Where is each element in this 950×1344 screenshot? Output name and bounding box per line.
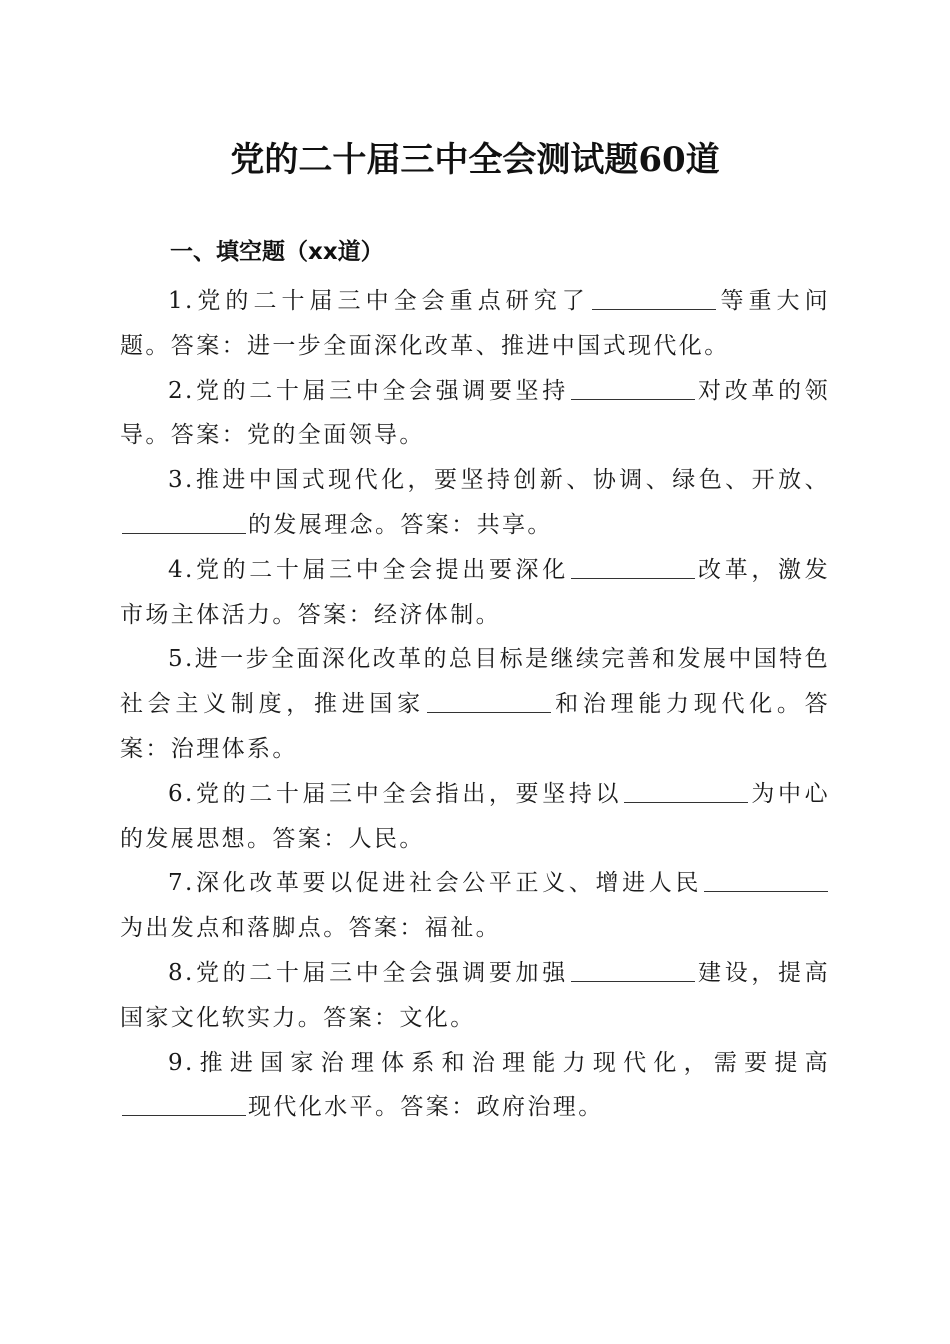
section-heading: 一、填空题（xx道） xyxy=(170,239,384,265)
question-answer-text: 建设，提高国家文化软实力。答案：文化。 xyxy=(120,959,830,1031)
answer-blank xyxy=(571,961,695,982)
question-item xyxy=(120,279,830,369)
question-text: 6.党的二十届三中全会指出，要坚持以 xyxy=(168,780,623,807)
answer-blank xyxy=(704,871,828,892)
question-answer-text: 对改革的领导。答案：党的全面领导。 xyxy=(120,377,830,449)
answer-blank xyxy=(571,558,695,579)
answer-blank xyxy=(571,379,695,400)
question-item xyxy=(120,772,830,862)
question-item xyxy=(120,1041,830,1131)
question-item xyxy=(120,951,830,1041)
question-text: 8.党的二十届三中全会强调要加强 xyxy=(168,959,569,986)
question-answer-text: 和治理能力现代化。答案：治理体系。 xyxy=(120,691,830,762)
answer-blank xyxy=(122,1095,246,1116)
question-item xyxy=(120,458,830,548)
question-text: 9.推进国家治理体系和治理能力现代化，需要提高 xyxy=(168,1049,830,1076)
answer-blank xyxy=(624,782,748,803)
question-text: 7.深化改革要以促进社会公平正义、增进人民 xyxy=(168,870,702,897)
question-answer-text: 现代化水平。答案：政府治理。 xyxy=(248,1094,604,1121)
question-answer-text: 等重大问题。答案：进一步全面深化改革、推进中国式现代化。 xyxy=(120,288,830,359)
answer-blank xyxy=(122,513,246,534)
question-item xyxy=(120,861,830,951)
question-text: 3.推进中国式现代化，要坚持创新、协调、绿色、开放、 xyxy=(168,467,830,494)
question-answer-text: 为中心的发展思想。答案：人民。 xyxy=(120,780,830,852)
question-answer-text: 为出发点和落脚点。答案：福祉。 xyxy=(120,915,501,942)
document-title: 党的二十届三中全会测试题60道 xyxy=(230,140,720,180)
question-item xyxy=(120,369,830,459)
question-text: 4.党的二十届三中全会提出要深化 xyxy=(168,556,569,583)
question-text: 2.党的二十届三中全会强调要坚持 xyxy=(168,377,569,404)
question-list xyxy=(120,279,830,1130)
question-item xyxy=(120,637,830,771)
question-text: 5.进一步全面深化改革的总目标是继续完善和发展中国特色社会主义制度，推进国家 xyxy=(120,646,830,718)
question-text: 1.党的二十届三中全会重点研究了 xyxy=(168,288,590,314)
answer-blank xyxy=(592,289,716,310)
answer-blank xyxy=(427,692,551,713)
question-item xyxy=(120,548,830,638)
question-answer-text: 的发展理念。答案：共享。 xyxy=(248,511,553,538)
question-answer-text: 改革，激发市场主体活力。答案：经济体制。 xyxy=(120,556,830,628)
